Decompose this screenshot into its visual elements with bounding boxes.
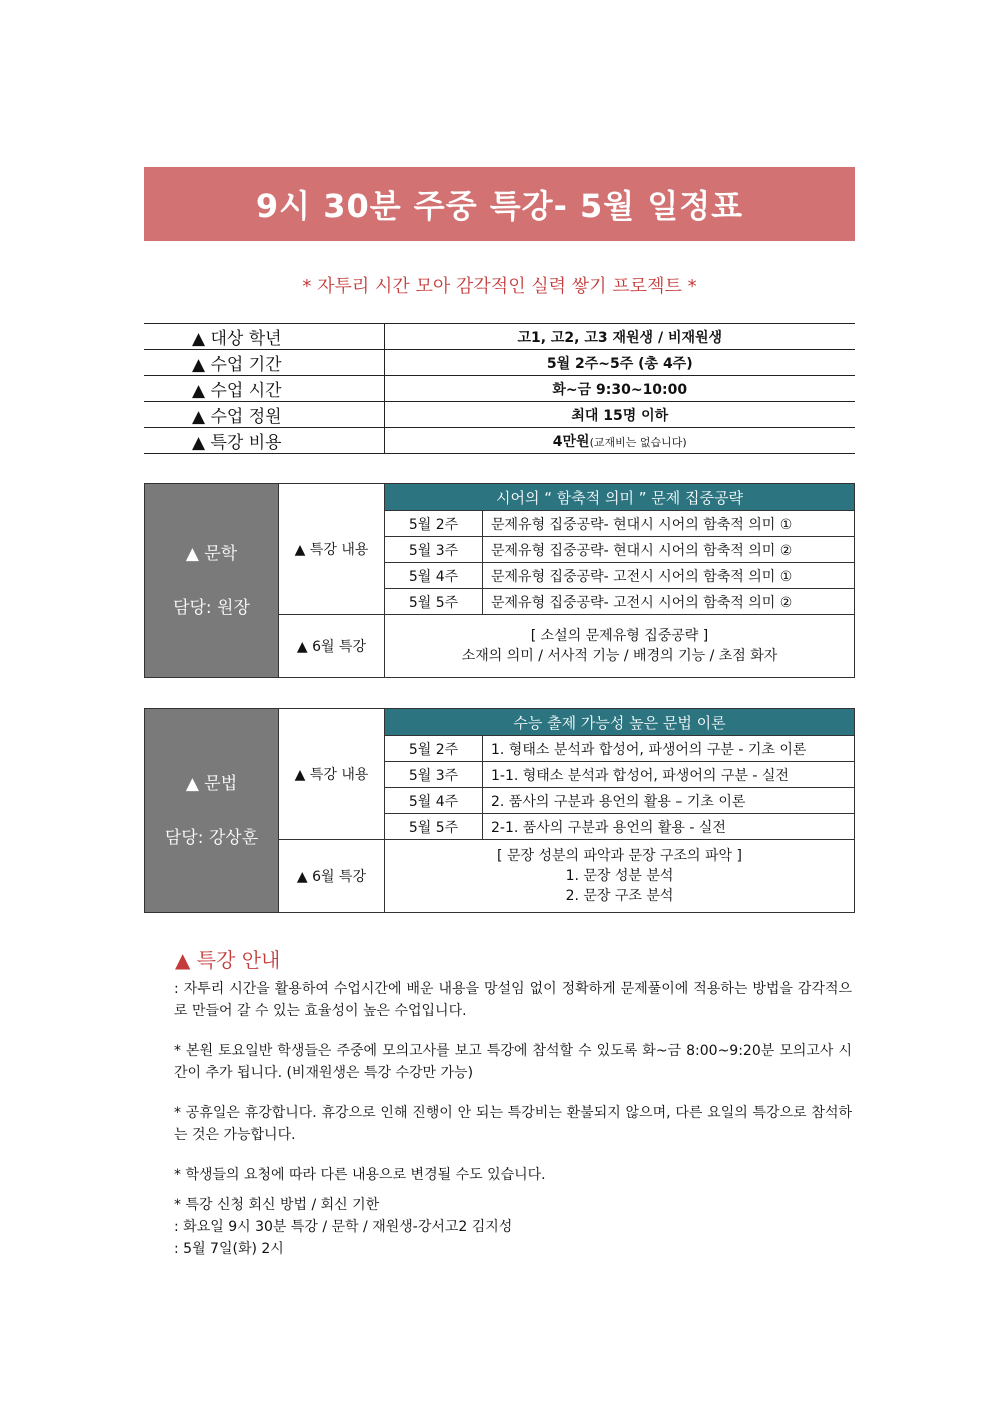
- content-label: ▲ 특강 내용: [279, 709, 385, 840]
- info-value: 5월 2주~5주 (총 4주): [384, 350, 855, 376]
- notice-paragraph: : 화요일 9시 30분 특강 / 문학 / 재원생-강서고2 김지성: [174, 1219, 513, 1235]
- info-value-cell: [384, 428, 855, 454]
- week-desc: 문제유형 집중공략- 고전시 시어의 함축적 의미 ①: [483, 563, 855, 589]
- june-content: [385, 615, 855, 678]
- june-line: 1. 문장 성분 분석: [565, 868, 674, 884]
- june-line: 소재의 의미 / 서사적 기능 / 배경의 기능 / 초점 화자: [461, 648, 778, 664]
- week-cell: 5월 3주: [385, 537, 483, 563]
- notice-title: ▲ 특강 안내: [175, 948, 281, 972]
- notice-paragraph: * 본원 토요일반 학생들은 주중에 모의고사를 보고 특강에 참석할 수 있도록 화~금 8:00~9:20분 모의고사 시간이 추가 됩니다. (비재원생은 특강 수강만 가능): [174, 1043, 852, 1081]
- table-row: [144, 324, 855, 350]
- grammar-schedule-table: [144, 708, 855, 913]
- notice-list: [174, 978, 852, 1260]
- week-desc: 2-1. 품사의 구분과 용언의 활용 - 실전: [483, 814, 855, 840]
- subject-cell: [145, 484, 279, 678]
- week-cell: 5월 5주: [385, 814, 483, 840]
- info-key: ▲ 수업 시간: [144, 376, 384, 402]
- june-line: [ 소설의 문제유형 집중공략 ]: [530, 628, 709, 644]
- teacher-name: 담당: 원장: [173, 597, 250, 618]
- week-cell: 5월 5주: [385, 589, 483, 615]
- subject-cell: [145, 709, 279, 913]
- week-desc: 1-1. 형태소 분석과 합성어, 파생어의 구분 - 실전: [483, 762, 855, 788]
- week-cell: 5월 4주: [385, 788, 483, 814]
- week-cell: 5월 3주: [385, 762, 483, 788]
- literature-schedule-table: [144, 483, 855, 678]
- table-row: [144, 350, 855, 376]
- info-value: 최대 15명 이하: [384, 402, 855, 428]
- week-desc: 문제유형 집중공략- 현대시 시어의 함축적 의미 ①: [483, 511, 855, 537]
- info-key: ▲ 대상 학년: [144, 324, 384, 350]
- subject-name: ▲ 문학: [185, 543, 238, 564]
- june-line: 2. 문장 구조 분석: [565, 888, 674, 904]
- june-line: [ 문장 성분의 파악과 문장 구조의 파악 ]: [497, 848, 742, 864]
- page-title: 9시 30분 주중 특강- 5월 일정표: [144, 167, 855, 241]
- subject-name: ▲ 문법: [185, 773, 238, 794]
- info-key: ▲ 특강 비용: [144, 428, 384, 454]
- june-content: [385, 840, 855, 913]
- week-desc: 1. 형태소 분석과 합성어, 파생어의 구분 - 기초 이론: [483, 736, 855, 762]
- june-label: ▲ 6월 특강: [279, 840, 385, 913]
- notice-paragraph: * 특강 신청 회신 방법 / 회신 기한: [174, 1197, 380, 1213]
- notice-paragraph: * 공휴일은 휴강합니다. 휴강으로 인해 진행이 안 되는 특강비는 환불되지 않으며, 다른 요일의 특강으로 참석하는 것은 가능합니다.: [174, 1105, 852, 1143]
- week-desc: 문제유형 집중공략- 고전시 시어의 함축적 의미 ②: [483, 589, 855, 615]
- june-label: ▲ 6월 특강: [279, 615, 385, 678]
- teacher-name: 담당: 강상훈: [164, 827, 259, 848]
- week-cell: 5월 2주: [385, 736, 483, 762]
- info-key: ▲ 수업 기간: [144, 350, 384, 376]
- topic-header: 수능 출제 가능성 높은 문법 이론: [385, 709, 855, 736]
- info-key: ▲ 수업 정원: [144, 402, 384, 428]
- notice-paragraph: : 자투리 시간을 활용하여 수업시간에 배운 내용을 망설임 없이 정확하게 문제풀이에 적용하는 방법을 감각적으로 만들어 갈 수 있는 효율성이 높은 수업입니다.: [174, 981, 852, 1019]
- content-label: ▲ 특강 내용: [279, 484, 385, 615]
- notice-paragraph: : 5월 7일(화) 2시: [174, 1241, 284, 1257]
- topic-header: 시어의 “ 함축적 의미 ” 문제 집중공략: [385, 484, 855, 511]
- week-cell: 5월 2주: [385, 511, 483, 537]
- subtitle: * 자투리 시간 모아 감각적인 실력 쌓기 프로젝트 *: [302, 276, 697, 297]
- notice-paragraph: * 학생들의 요청에 따라 다른 내용으로 변경될 수도 있습니다.: [174, 1167, 546, 1183]
- table-row: [144, 402, 855, 428]
- week-desc: 2. 품사의 구분과 용언의 활용 – 기초 이론: [483, 788, 855, 814]
- info-note: (교재비는 없습니다): [589, 435, 687, 449]
- info-value: 화~금 9:30~10:00: [384, 376, 855, 402]
- week-desc: 문제유형 집중공략- 현대시 시어의 함축적 의미 ②: [483, 537, 855, 563]
- info-value: 4만원: [552, 433, 590, 450]
- info-value: 고1, 고2, 고3 재원생 / 비재원생: [384, 324, 855, 350]
- info-table: [144, 323, 855, 454]
- table-row: [144, 376, 855, 402]
- table-row: [144, 428, 855, 454]
- week-cell: 5월 4주: [385, 563, 483, 589]
